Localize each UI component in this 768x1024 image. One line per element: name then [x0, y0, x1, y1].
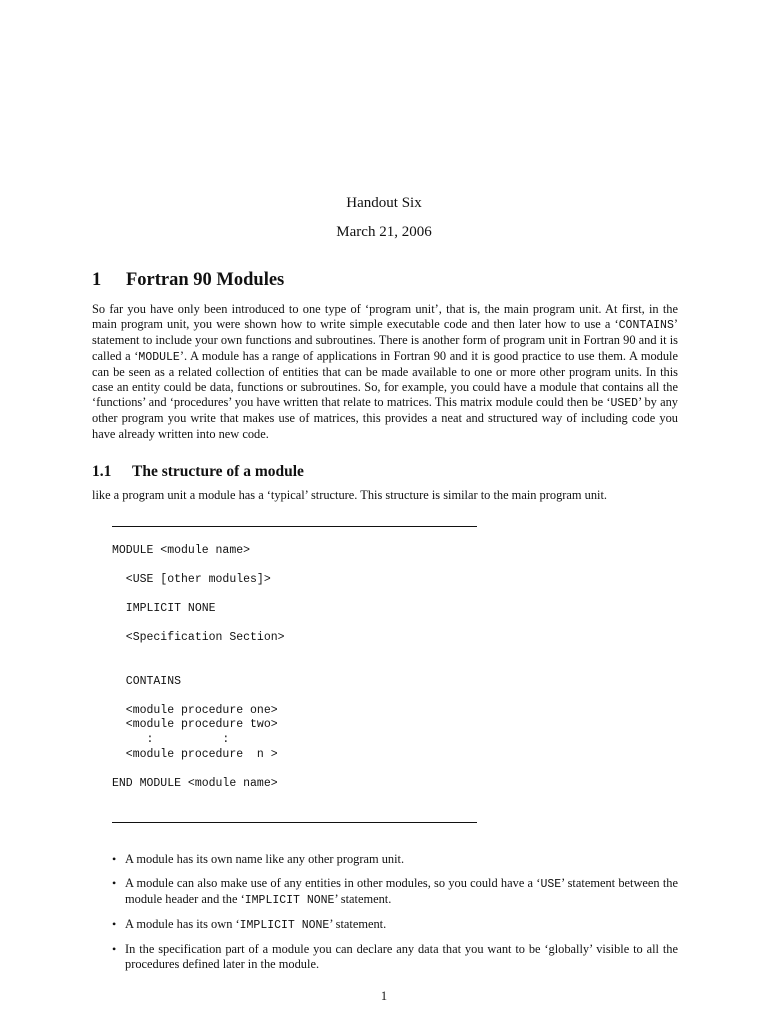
bullet-dot-icon: • — [112, 917, 117, 931]
code-line: <USE [other modules]> — [112, 573, 271, 586]
text-run: ’ statement to include your own functions and subroutines. There is another form of program unit in Fortran 90 and it is called a ‘ — [92, 317, 678, 363]
section-number: 1 — [92, 270, 102, 290]
subsection-number: 1.1 — [92, 463, 112, 480]
text-run: ’. A module has a range of applications in Fortran 90 and it is good practice to use them. A module can be seen as a related collection of entities that can be made available to one or more other program units. In this case an entity could be data, functions or subroutines. So, for example, you could have a module that contains all the ‘functions’ and ‘procedures’ you have written that relate to matrices. This matrix module could then be ‘ — [92, 348, 678, 410]
bullet-list — [92, 852, 678, 981]
code-rule-top — [112, 526, 477, 527]
page-number: 1 — [380, 989, 388, 1003]
code-implicit-none: IMPLICIT NONE — [244, 894, 335, 907]
structure-paragraph: like a program unit a module has a ‘typical’ structure. This structure is similar to the main program unit. — [92, 488, 607, 502]
text-run: ’ by any other program you write that makes use of matrices, this provides a neat and structured way of including code you have already written into new code. — [92, 395, 678, 441]
code-line: <module procedure one> — [112, 704, 278, 717]
text-run: So far you have only been introduced to one type of ‘program unit’, that is, the main program unit. At first, in the main program unit, you were shown how to write simple executable code and then later how to use a ‘ — [92, 302, 678, 332]
handout-date: March 21, 2006 — [336, 224, 432, 240]
bullet-text: A module can also make use of any entities in other modules, so you could have a ‘ — [125, 876, 541, 890]
bullet-dot-icon: • — [112, 876, 117, 890]
intro-paragraph — [92, 302, 678, 442]
code-line: IMPLICIT NONE — [112, 602, 216, 615]
subsection-heading-1-1 — [92, 463, 304, 481]
code-line: <module procedure two> — [112, 718, 278, 731]
code-module: MODULE — [138, 350, 180, 364]
section-heading-1 — [92, 270, 284, 291]
list-item — [92, 876, 678, 908]
bullet-text: ’ statement between the module header and the ‘ — [125, 876, 678, 906]
handout-title: Handout Six — [346, 195, 422, 211]
code-line: <module procedure n > — [112, 748, 278, 761]
code-line: MODULE <module name> — [112, 544, 251, 557]
bullet-dot-icon: • — [112, 852, 117, 866]
list-item — [92, 942, 678, 972]
code-use: USE — [540, 878, 562, 891]
code-line: END MODULE <module name> — [112, 777, 278, 790]
subsection-title: The structure of a module — [132, 463, 304, 480]
code-line: <Specification Section> — [112, 631, 285, 644]
code-line: CONTAINS — [112, 675, 182, 688]
code-line: : : — [112, 733, 230, 746]
code-rule-bottom — [112, 822, 477, 823]
list-item — [92, 917, 678, 933]
bullet-text: A module has its own ‘ — [125, 917, 240, 931]
code-used: USED — [610, 397, 639, 411]
bullet-text: ’ statement. — [334, 892, 392, 906]
bullet-text: A module has its own name like any other program unit. — [125, 852, 405, 866]
bullet-dot-icon: • — [112, 942, 117, 956]
list-item — [92, 852, 678, 867]
code-implicit-none: IMPLICIT NONE — [239, 919, 330, 932]
code-contains: CONTAINS — [618, 319, 674, 333]
title-block — [0, 193, 768, 242]
section-title: Fortran 90 Modules — [126, 270, 285, 290]
bullet-text: ’ statement. — [329, 917, 387, 931]
bullet-text: In the specification part of a module you can declare any data that you want to be ‘globally’ visible to all the procedures defined later in the module. — [125, 942, 678, 971]
